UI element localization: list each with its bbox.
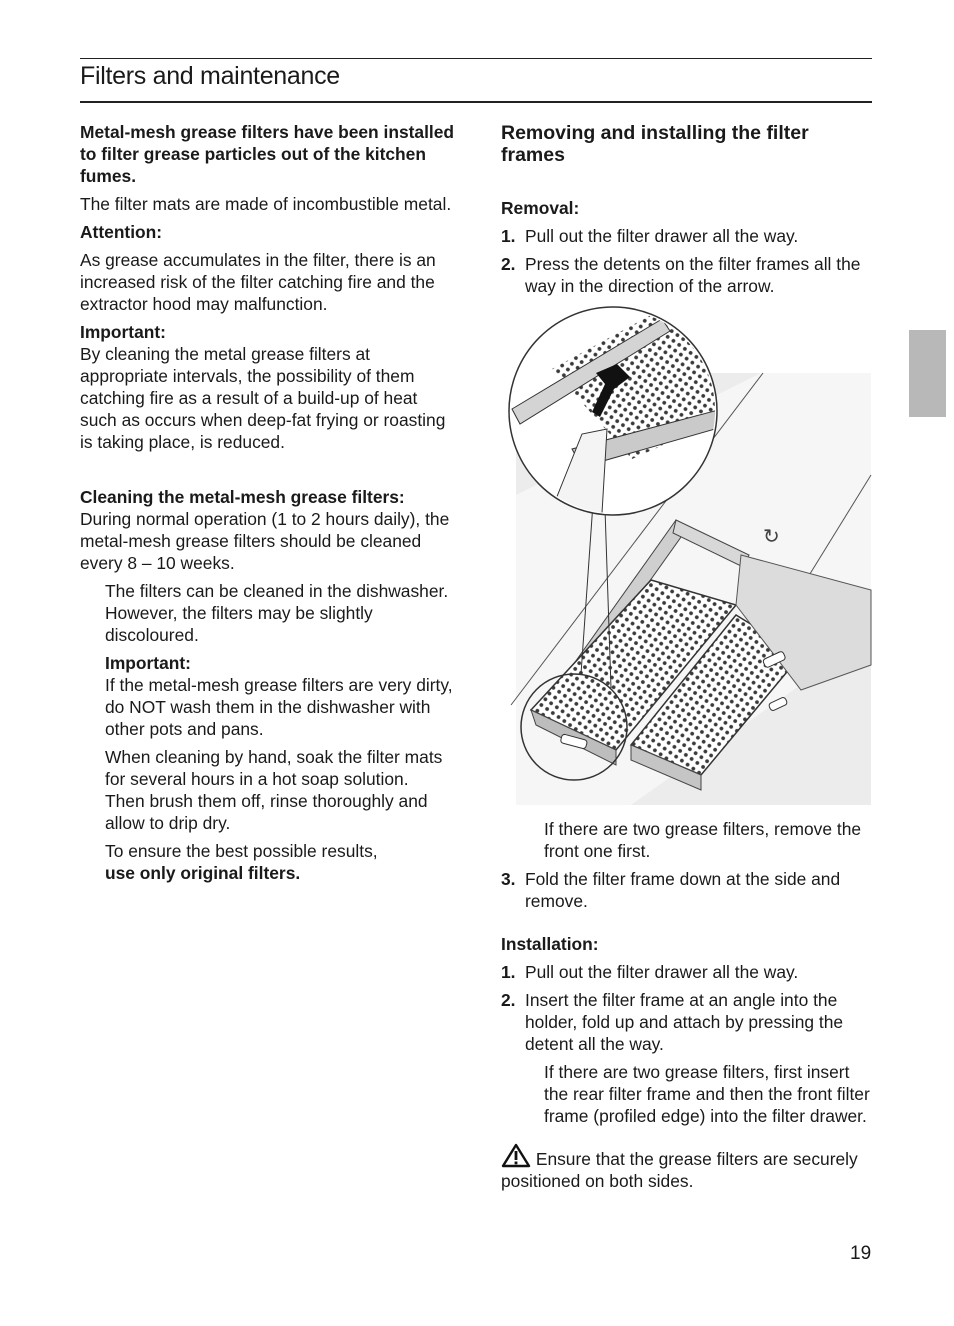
cleaning-details xyxy=(105,580,455,884)
left-column xyxy=(80,121,455,884)
installation-step xyxy=(501,961,876,983)
important2-text: If the metal-mesh grease filters are very dirty, do NOT wash them in the dishwasher with other pots and pans. xyxy=(105,675,453,739)
step-text: Press the detents on the filter frames all the way in the direction of the arrow. xyxy=(525,254,861,296)
intro-text: The filter mats are made of incombustible metal. xyxy=(80,194,452,214)
svg-text:↻: ↻ xyxy=(763,524,780,548)
header-bottom-rule xyxy=(80,101,872,103)
step-text: Fold the filter frame down at the side and remove. xyxy=(525,869,841,911)
step-number: 3. xyxy=(501,869,516,889)
warning-triangle-icon xyxy=(501,1143,531,1168)
results-text: To ensure the best possible results, xyxy=(105,841,378,861)
step-number: 2. xyxy=(501,254,516,274)
step-number: 2. xyxy=(501,990,516,1010)
important2-label: Important: xyxy=(105,653,191,673)
section-tab-marker xyxy=(909,330,946,417)
important-text: By cleaning the metal grease filters at appropriate intervals, the possibility of them catching fire as a result of a build-up of heat such as occurs when deep-fat frying or roasting is taking place, is reduced. xyxy=(80,344,446,452)
page-title: Filters and maintenance xyxy=(80,62,340,90)
step-text: Pull out the filter drawer all the way. xyxy=(525,226,799,246)
warning-paragraph xyxy=(501,1143,876,1192)
hand-wash-text-1: When cleaning by hand, soak the filter mats for several hours in a hot soap solution. xyxy=(105,747,443,789)
step-number: 1. xyxy=(501,226,516,246)
right-column xyxy=(501,121,876,1192)
attention-label: Attention: xyxy=(80,222,163,242)
removal-step xyxy=(501,225,876,247)
step-number: 1. xyxy=(501,962,516,982)
removal-step xyxy=(501,868,876,912)
hand-wash-text-2: Then brush them off, rinse thoroughly and allow to drip dry. xyxy=(105,791,428,833)
removal-step xyxy=(501,253,876,297)
cleaning-label: Cleaning the metal-mesh grease filters: xyxy=(80,487,405,507)
installation-note: If there are two grease filters, first insert the rear filter frame and then the front filter frame (profiled edge) into the filter drawer. xyxy=(544,1062,870,1126)
header-top-rule xyxy=(80,58,872,59)
removal-label: Removal: xyxy=(501,198,580,218)
filter-frame-illustration xyxy=(501,305,873,810)
removal-note: If there are two grease filters, remove the front one first. xyxy=(544,819,862,861)
installation-step xyxy=(501,989,876,1055)
important-label: Important: xyxy=(80,322,166,342)
dishwasher-text-2: However, the filters may be slightly discoloured. xyxy=(105,603,373,645)
attention-text: As grease accumulates in the filter, there is an increased risk of the filter catching fire and the extractor hood may malfunction. xyxy=(80,250,436,314)
installation-label: Installation: xyxy=(501,934,599,954)
warning-text: Ensure that the grease filters are securely positioned on both sides. xyxy=(501,1149,858,1191)
original-filters-text: use only original filters. xyxy=(105,863,301,883)
dishwasher-text-1: The filters can be cleaned in the dishwasher. xyxy=(105,581,449,601)
step-text: Insert the filter frame at an angle into the holder, fold up and attach by pressing the detent all the way. xyxy=(525,990,844,1054)
step-text: Pull out the filter drawer all the way. xyxy=(525,962,799,982)
cleaning-text: During normal operation (1 to 2 hours daily), the metal-mesh grease filters should be cleaned every 8 – 10 weeks. xyxy=(80,509,450,573)
section-heading: Removing and installing the filter frames xyxy=(501,122,809,166)
page-number: 19 xyxy=(850,1243,872,1264)
intro-bold: Metal-mesh grease filters have been installed to filter grease particles out of the kitchen fumes. xyxy=(80,122,455,186)
